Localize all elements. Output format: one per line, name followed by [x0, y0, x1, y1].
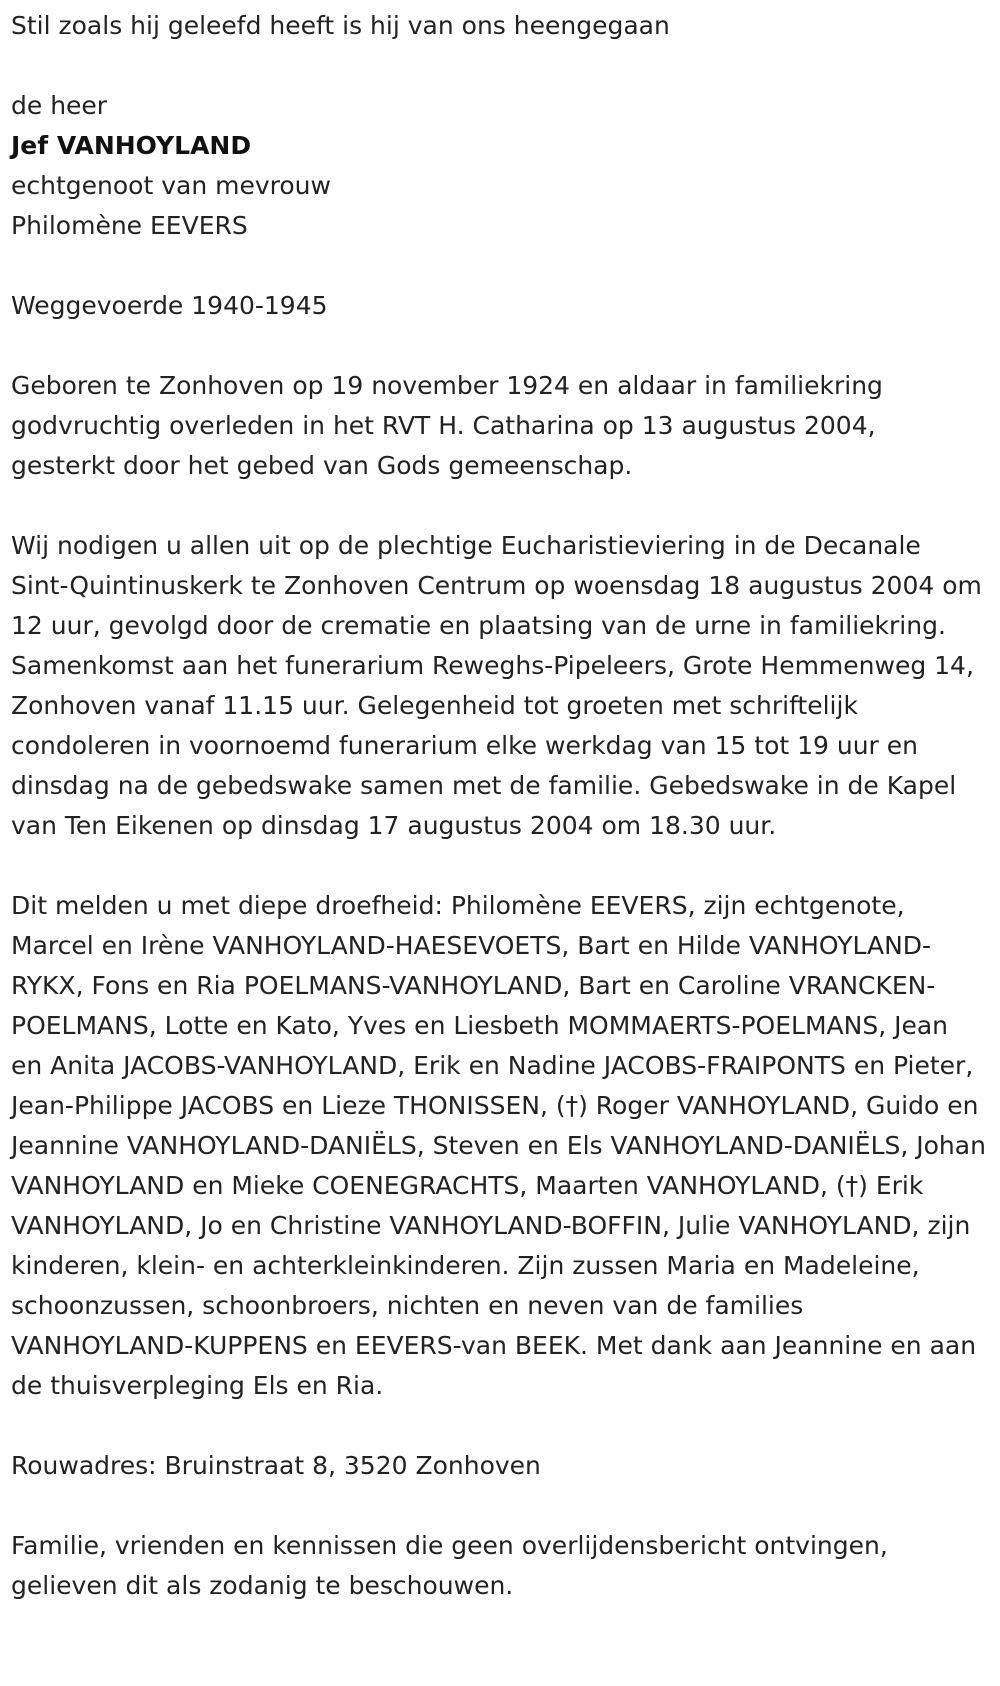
war-note: Weggevoerde 1940-1945 — [11, 291, 328, 320]
closing-paragraph: Familie, vrienden en kennissen die geen overlijdensbericht ontvingen, gelieven dit als zodanig te beschouwen. — [11, 1531, 888, 1600]
spacer — [11, 46, 986, 86]
deceased-name: Jef VANHOYLAND — [11, 131, 252, 160]
spacer — [11, 246, 986, 286]
obituary-notice — [11, 6, 986, 1606]
mourning-address: Rouwadres: Bruinstraat 8, 3520 Zonhoven — [11, 1451, 541, 1480]
spouse-line: echtgenoot van mevrouw — [11, 171, 331, 200]
spacer — [11, 486, 986, 526]
spacer — [11, 1406, 986, 1446]
opening-line: Stil zoals hij geleefd heeft is hij van ons heengegaan — [11, 11, 670, 40]
spacer — [11, 1486, 986, 1526]
birth-death-paragraph: Geboren te Zonhoven op 19 november 1924 en aldaar in familiekring godvruchtig overleden in het RVT H. Catharina op 13 augustus 2004, gesterkt door het gebed van Gods gemeenschap. — [11, 371, 883, 480]
spouse-name: Philomène EEVERS — [11, 211, 248, 240]
ceremony-paragraph: Wij nodigen u allen uit op de plechtige Eucharistieviering in de Decanale Sint-Quintinuskerk te Zonhoven Centrum op woensdag 18 augustus 2004 om 12 uur, gevolgd door de crematie en plaatsing van de urne in familiekring. Samenkomst aan het funerarium Reweghs-Pipeleers, Grote Hemmenweg 14, Zonhoven vanaf 11.15 uur. Gelegenheid tot groeten met schriftelijk condoleren in voornoemd funerarium elke werkdag van 15 tot 19 uur en dinsdag na de gebedswake samen met de familie. Gebedswake in de Kapel van Ten Eikenen op dinsdag 17 augustus 2004 om 18.30 uur. — [11, 531, 982, 840]
spacer — [11, 846, 986, 886]
salutation: de heer — [11, 91, 108, 120]
family-paragraph: Dit melden u met diepe droefheid: Philomène EEVERS, zijn echtgenote, Marcel en Irène VANHOYLAND-HAESEVOETS, Bart en Hilde VANHOYLAND-RYKX, Fons en Ria POELMANS-VANHOYLAND, Bart en Caroline VRANCKEN-POELMANS, Lotte en Kato, Yves en Liesbeth MOMMAERTS-POELMANS, Jean en Anita JACOBS-VANHOYLAND, Erik en Nadine JACOBS-FRAIPONTS en Pieter, Jean-Philippe JACOBS en Lieze THONISSEN, (†) Roger VANHOYLAND, Guido en Jeannine VANHOYLAND-DANIËLS, Steven en Els VANHOYLAND-DANIËLS, Johan VANHOYLAND en Mieke COENEGRACHTS, Maarten VANHOYLAND, (†) Erik VANHOYLAND, Jo en Christine VANHOYLAND-BOFFIN, Julie VANHOYLAND, zijn kinderen, klein- en achterkleinkinderen. Zijn zussen Maria en Madeleine, schoonzussen, schoonbroers, nichten en neven van de families VANHOYLAND-KUPPENS en EEVERS-van BEEK. Met dank aan Jeannine en aan de thuisverpleging Els en Ria. — [11, 891, 986, 1400]
spacer — [11, 326, 986, 366]
